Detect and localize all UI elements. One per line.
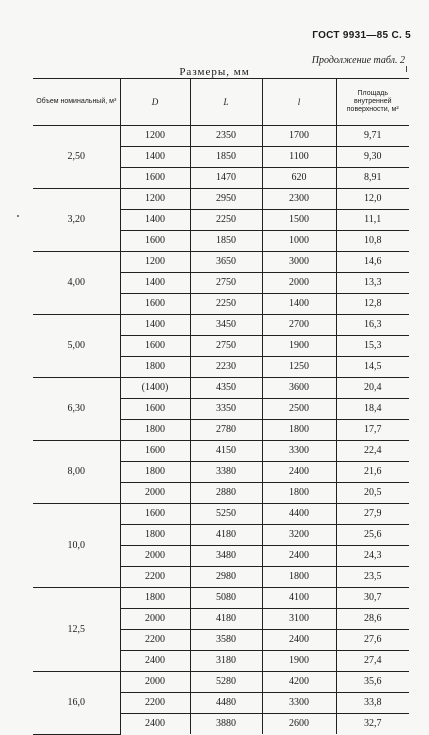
area-cell: 33,8: [336, 693, 409, 714]
length-cell: 2880: [190, 483, 262, 504]
area-cell: 27,6: [336, 630, 409, 651]
cyl-length-cell: 2300: [262, 189, 336, 210]
length-cell: 3450: [190, 315, 262, 336]
column-header-area: Площадь внутренней поверхности, м²: [336, 79, 409, 126]
table-row: [33, 252, 409, 273]
diameter-cell: 2000: [120, 609, 190, 630]
cyl-length-cell: 4100: [262, 588, 336, 609]
cyl-length-cell: 2600: [262, 714, 336, 735]
diameter-cell: 1600: [120, 504, 190, 525]
length-cell: 3480: [190, 546, 262, 567]
table-row: [33, 315, 409, 336]
area-cell: 11,1: [336, 210, 409, 231]
diameter-cell: 2000: [120, 483, 190, 504]
length-cell: 2950: [190, 189, 262, 210]
diameter-cell: 1600: [120, 294, 190, 315]
cyl-length-cell: 3300: [262, 441, 336, 462]
margin-tick-mark: [406, 66, 407, 72]
length-cell: 3650: [190, 252, 262, 273]
length-cell: 1850: [190, 231, 262, 252]
volume-cell: 6,30: [33, 378, 120, 441]
cyl-length-cell: 1400: [262, 294, 336, 315]
cyl-length-cell: 3000: [262, 252, 336, 273]
area-cell: 14,6: [336, 252, 409, 273]
table-row: [33, 504, 409, 525]
length-cell: 4350: [190, 378, 262, 399]
diameter-cell: 2000: [120, 672, 190, 693]
volume-cell: 16,0: [33, 672, 120, 735]
length-cell: 1850: [190, 147, 262, 168]
area-cell: 16,3: [336, 315, 409, 336]
diameter-cell: 1200: [120, 252, 190, 273]
table-row: [33, 441, 409, 462]
diameter-cell: 2200: [120, 693, 190, 714]
table-row: [33, 189, 409, 210]
diameter-cell: 1600: [120, 336, 190, 357]
diameter-cell: 1400: [120, 273, 190, 294]
area-cell: 30,7: [336, 588, 409, 609]
cyl-length-cell: 3100: [262, 609, 336, 630]
volume-cell: 4,00: [33, 252, 120, 315]
cyl-length-cell: 3600: [262, 378, 336, 399]
diameter-cell: 1200: [120, 126, 190, 147]
area-cell: 24,3: [336, 546, 409, 567]
table-continuation-note: Продолжение табл. 2: [311, 55, 405, 66]
area-cell: 17,7: [336, 420, 409, 441]
length-cell: 2780: [190, 420, 262, 441]
diameter-cell: 1200: [120, 189, 190, 210]
area-cell: 22,4: [336, 441, 409, 462]
length-cell: 2350: [190, 126, 262, 147]
length-cell: 5250: [190, 504, 262, 525]
length-cell: 2980: [190, 567, 262, 588]
area-cell: 8,91: [336, 168, 409, 189]
length-cell: 4480: [190, 693, 262, 714]
cyl-length-cell: 1900: [262, 336, 336, 357]
cyl-length-cell: 1250: [262, 357, 336, 378]
area-cell: 35,6: [336, 672, 409, 693]
diameter-cell: 1600: [120, 441, 190, 462]
cyl-length-cell: 1900: [262, 651, 336, 672]
cyl-length-cell: 2000: [262, 273, 336, 294]
area-cell: 13,3: [336, 273, 409, 294]
cyl-length-cell: 1500: [262, 210, 336, 231]
length-cell: 2230: [190, 357, 262, 378]
cyl-length-cell: 3300: [262, 693, 336, 714]
length-cell: 3180: [190, 651, 262, 672]
area-cell: 25,6: [336, 525, 409, 546]
table-row: [33, 588, 409, 609]
length-cell: 2750: [190, 273, 262, 294]
diameter-cell: 1800: [120, 420, 190, 441]
area-cell: 12,0: [336, 189, 409, 210]
length-cell: 3380: [190, 462, 262, 483]
volume-cell: 3,20: [33, 189, 120, 252]
diameter-cell: 1600: [120, 399, 190, 420]
cyl-length-cell: 2500: [262, 399, 336, 420]
length-cell: 3580: [190, 630, 262, 651]
table-row: [33, 378, 409, 399]
cyl-length-cell: 1700: [262, 126, 336, 147]
table-row: [33, 672, 409, 693]
length-cell: 4150: [190, 441, 262, 462]
diameter-cell: (1400): [120, 378, 190, 399]
area-cell: 32,7: [364, 718, 382, 729]
cyl-length-cell: 620: [262, 168, 336, 189]
length-cell: 1470: [190, 168, 262, 189]
diameter-cell: 1800: [120, 357, 190, 378]
length-cell: 2250: [190, 210, 262, 231]
volume-cell: 2,50: [33, 126, 120, 189]
area-cell: 18,4: [336, 399, 409, 420]
area-cell: 20,4: [336, 378, 409, 399]
area-cell: 9,71: [336, 126, 409, 147]
cyl-length-cell: 1800: [262, 567, 336, 588]
table-row: [33, 126, 409, 147]
diameter-cell: 1800: [120, 525, 190, 546]
area-cell: 28,6: [336, 609, 409, 630]
cyl-length-cell: 2400: [262, 546, 336, 567]
cyl-length-cell: 2400: [262, 630, 336, 651]
table-body: [33, 126, 409, 735]
area-cell: 14,5: [336, 357, 409, 378]
diameter-cell: 2000: [120, 546, 190, 567]
length-cell: 3350: [190, 399, 262, 420]
area-cell: 12,8: [336, 294, 409, 315]
dimensions-caption: Размеры, мм: [179, 66, 250, 78]
length-cell: 4180: [190, 609, 262, 630]
table-header-row: [33, 79, 409, 126]
length-cell: 5280: [190, 672, 262, 693]
diameter-cell: 1800: [120, 462, 190, 483]
column-header-cyl-length: l: [262, 79, 336, 126]
column-header-length: L: [190, 79, 262, 126]
length-cell: 5080: [190, 588, 262, 609]
cyl-length-cell: 2700: [262, 315, 336, 336]
area-cell: 27,9: [336, 504, 409, 525]
volume-cell: 5,00: [33, 315, 120, 378]
diameter-cell: 1600: [120, 168, 190, 189]
length-cell: 2250: [190, 294, 262, 315]
area-cell: 15,3: [336, 336, 409, 357]
volume-cell: 10,0: [33, 504, 120, 588]
page-reference: ГОСТ 9931—85 С. 5: [312, 30, 411, 41]
area-cell: 20,5: [336, 483, 409, 504]
area-cell: 21,6: [336, 462, 409, 483]
length-cell: 2750: [190, 336, 262, 357]
diameter-cell: 2200: [120, 630, 190, 651]
column-header-diameter: D: [120, 79, 190, 126]
length-cell: 4180: [190, 525, 262, 546]
cyl-length-cell: 1100: [262, 147, 336, 168]
diameter-cell: 1400: [120, 147, 190, 168]
cyl-length-cell: 4400: [262, 504, 336, 525]
diameter-cell: 1400: [120, 315, 190, 336]
cyl-length-cell: 4200: [262, 672, 336, 693]
diameter-cell: 1600: [120, 231, 190, 252]
diameter-cell: 2200: [120, 567, 190, 588]
diameter-cell: 1800: [120, 588, 190, 609]
diameter-cell: 1400: [120, 210, 190, 231]
volume-cell: 12,5: [33, 588, 120, 672]
volume-cell: 8,00: [33, 441, 120, 504]
diameter-cell: 2400: [120, 714, 190, 735]
length-cell: 3880: [190, 714, 262, 735]
cyl-length-cell: 1800: [262, 420, 336, 441]
area-cell: 9,30: [336, 147, 409, 168]
margin-dot-mark: [17, 215, 19, 217]
area-cell: 10,8: [336, 231, 409, 252]
cyl-length-cell: 2400: [262, 462, 336, 483]
diameter-cell: 2400: [120, 651, 190, 672]
cyl-length-cell: 1800: [262, 483, 336, 504]
area-cell: 23,5: [336, 567, 409, 588]
cyl-length-cell: 3200: [262, 525, 336, 546]
column-header-volume: Объем номинальный, м³: [33, 79, 120, 126]
cyl-length-cell: 1000: [262, 231, 336, 252]
area-cell: 27,4: [336, 651, 409, 672]
dimensions-table: [33, 78, 409, 735]
